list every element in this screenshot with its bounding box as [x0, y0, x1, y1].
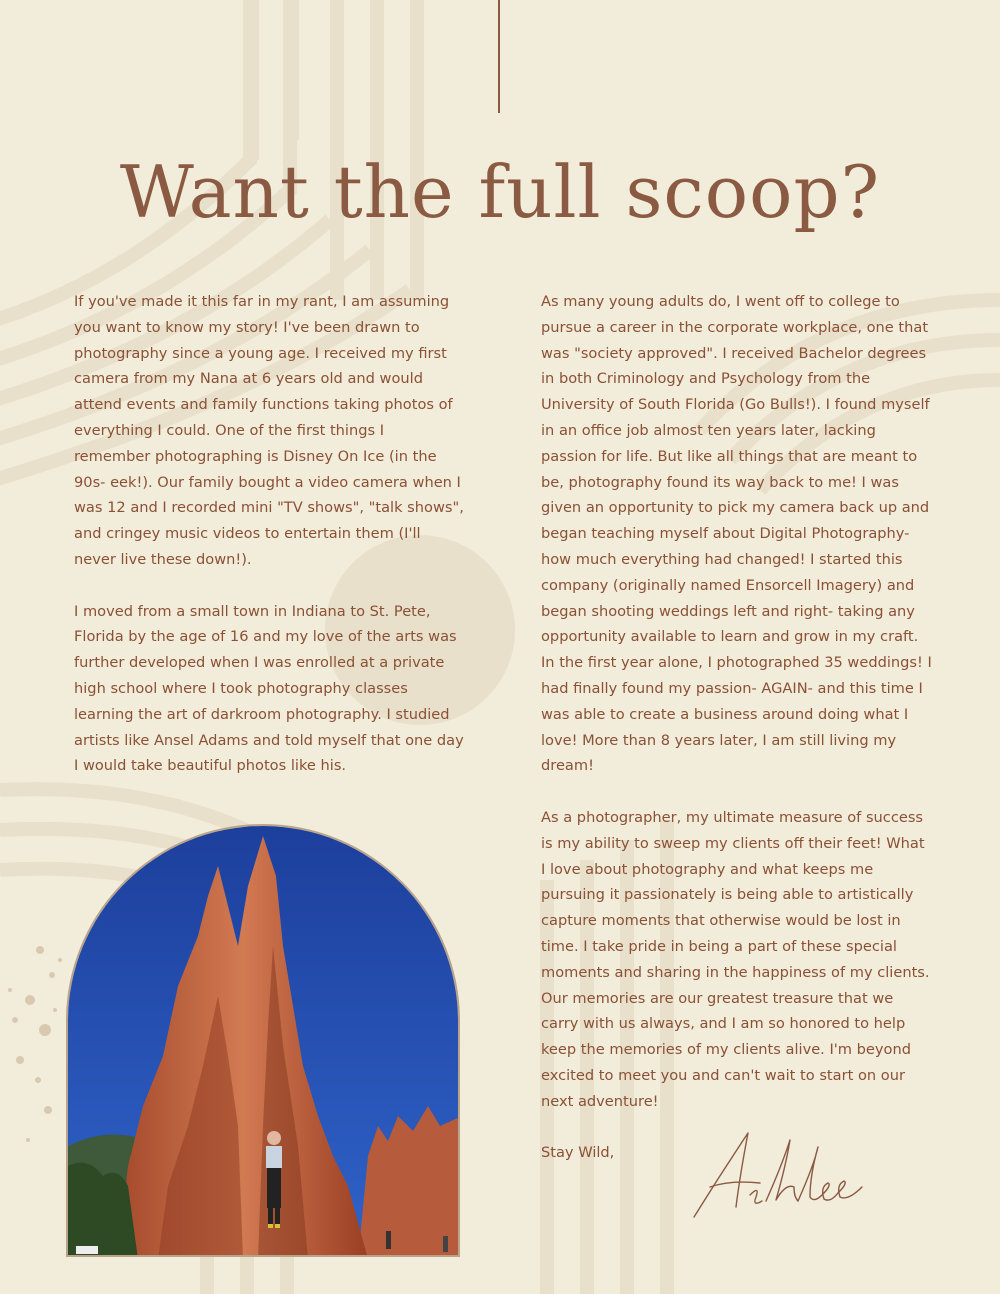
left-paragraph-2: I moved from a small town in Indiana to St. Pete, Florida by the age of 16 and my love of the arts was further developed when I was enrolled at a private high school where I took photography classes learning the art of darkroom photography. I studied artists like Ansel Adams and told myself that one day I would take beautiful photos like his.: [74, 602, 464, 775]
left-paragraph-1: If you've made it this far in my rant, I am assuming you want to know my story! I've been drawn to photography since a young age. I received my first camera from my Nana at 6 years old and would attend events and family functions taking photos of everything I could. One of the first things I remember photographing is Disney On Ice (in the 90s- eek!). Our family bought a video camera when I was 12 and I recorded mini "TV shows", "talk shows", and cringey music videos to entertain them (I'll never live these down!).: [74, 293, 464, 568]
right-paragraph-2: As a photographer, my ultimate measure of success is my ability to sweep my clients off their feet! What I love about photography and what keeps me pursuing it passionately is being able to artistically capture moments that otherwise would be lost in time. I take pride in being a part of these special moments and sharing in the happiness of my clients. Our memories are our greatest treasure that we carry with us always, and I am so honored to help keep the memories of my clients alive. I'm beyond excited to meet you and can't wait to start on our next adventure!: [541, 808, 930, 1110]
right-column: [541, 289, 933, 1192]
left-column: [74, 289, 464, 805]
signature: [690, 1125, 880, 1225]
signoff: Stay Wild,: [541, 1144, 615, 1162]
top-divider-line: [498, 0, 500, 113]
right-paragraph-1: As many young adults do, I went off to college to pursue a career in the corporate workplace, one that was "society approved". I received Bachelor degrees in both Criminology and Psychology from the University of South Florida (Go Bulls!). I found myself in an office job almost ten years later, lacking passion for life. But like all things that are meant to be, photography found its way back to me! I was given an opportunity to pick my camera back up and began teaching myself about Digital Photography- how much everything had changed! I started this company (originally named Ensorcell Imagery) and began shooting weddings left and right- taking any opportunity available to learn and grow in my craft. In the first year alone, I photographed 35 weddings! I had finally found my passion- AGAIN- and this time I was able to create a business around doing what I love! More than 8 years later, I am still living my dream!: [541, 293, 932, 775]
page-title: Want the full scoop?: [119, 150, 881, 234]
rock-formation-photo: [66, 824, 460, 1257]
